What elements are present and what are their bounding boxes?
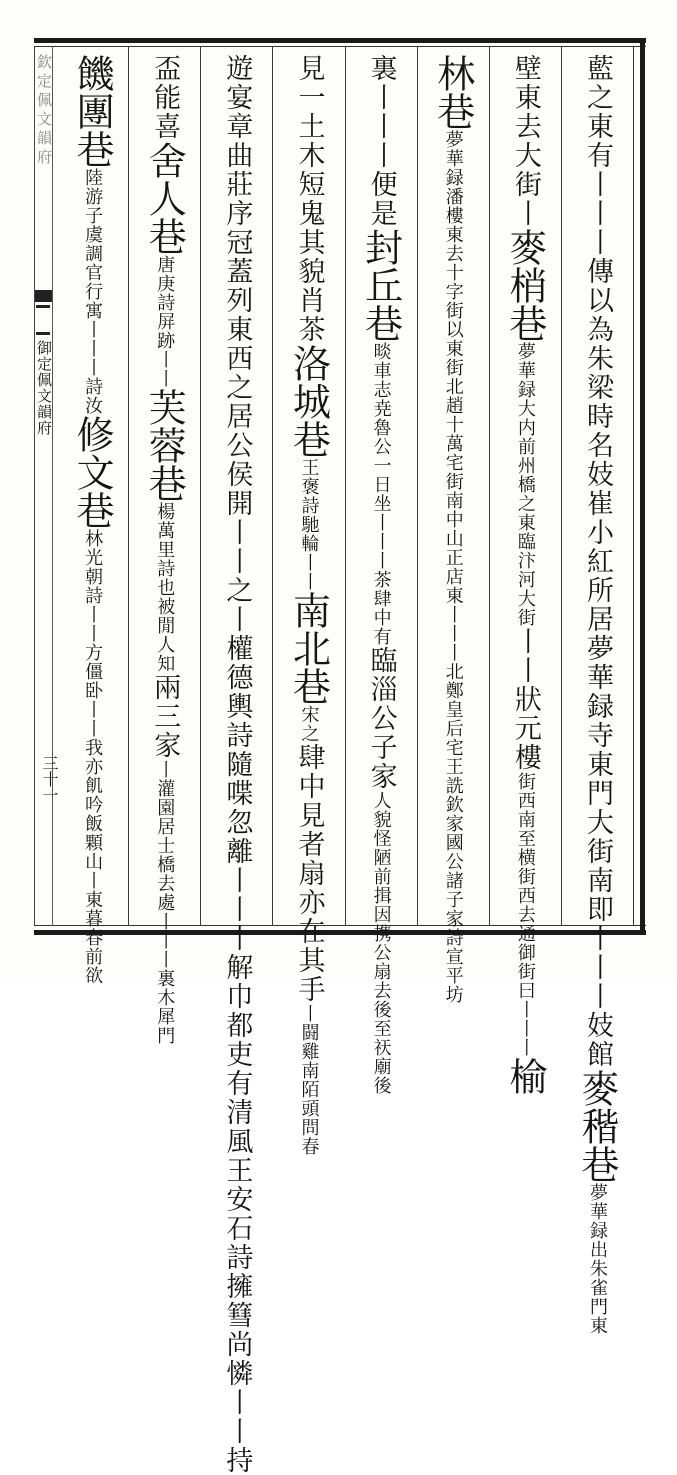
text-column [419, 54, 487, 1004]
text-column [347, 54, 415, 1095]
column-divider [128, 46, 129, 926]
text-column [202, 54, 270, 1475]
annotation-text: 丨灌園居士橋 [154, 760, 176, 874]
text-column [58, 54, 126, 985]
annotation-text: 去處丨丨丨裏木犀門 [154, 874, 176, 1045]
annotation-text: 晱車志尭魯公一日坐丨丨丨茶肆中有 [370, 342, 392, 646]
fold-fishtail-icon [36, 305, 50, 335]
annotation-text: 方僵卧丨丨我亦飢吟飯顆山 [82, 643, 104, 871]
headword: 麥梢巷 [502, 228, 547, 342]
column-divider [200, 46, 201, 926]
headword: 榆 [502, 1057, 547, 1095]
headword: 芙蓉巷 [142, 388, 187, 502]
body-text: 所居夢華録寺東門大街南即丨丨丨妓館 [582, 576, 613, 1069]
body-text: 藍之東有丨丨丨傳以為朱梁時名妓崔小紅 [582, 54, 613, 576]
body-text: 見一土木短鬼其貌肖茶 [293, 54, 325, 344]
body-text: 盃能喜 [149, 54, 181, 141]
annotation-text: 林光朝詩丨丨 [82, 529, 104, 643]
headword: 舍人巷 [142, 141, 187, 255]
text-column [563, 54, 631, 1335]
annotation-text: 陸游子虞調官行寓丨丨丨詩汝 [82, 168, 104, 415]
annotation-text: 街西南至横街西去通御街曰丨丨丨 [514, 772, 536, 1057]
column-divider [345, 46, 346, 926]
headword: 南北巷 [286, 591, 331, 705]
column-divider [417, 46, 418, 926]
body-text: 兩三家 [149, 673, 181, 760]
text-column [274, 54, 342, 1156]
column-divider [561, 46, 562, 926]
headword: 封丘巷 [358, 228, 403, 342]
bottom-border [34, 930, 646, 935]
body-text: 喋忽離丨丨丨解巾都吏有清風王安石詩擁篲尚憐丨丨持 [221, 779, 253, 1475]
headword: 林巷 [430, 54, 475, 130]
annotation-text: 宋之 [298, 705, 320, 743]
annotation-text: 店東丨丨丨北鄭皇后宅王詵欽家國公諸子家詩宣平坊 [442, 567, 464, 1004]
body-text: 壁東去大街丨 [509, 54, 541, 228]
body-text: 遊宴章曲莊序冠蓋列東西之居公侯開丨丨之丨權德輿詩隨 [221, 54, 253, 779]
annotation-text: 丨東暮春前欲 [82, 871, 104, 985]
headword: 修文巷 [70, 415, 115, 529]
bottom-border-inner [34, 925, 646, 926]
fold-title: 欽定佩文韻府 [35, 54, 53, 168]
right-border-inner [633, 46, 634, 926]
headword: 洛城巷 [286, 344, 331, 458]
column-divider [489, 46, 490, 926]
body-text: 臨淄公子家 [365, 646, 397, 791]
top-border [34, 38, 646, 43]
annotation-text: 丨闘雞南陌頭 [298, 1004, 320, 1118]
right-border [640, 38, 645, 935]
annotation-text: 人貌怪陋前揖因携公扇去後至祆廟後 [370, 791, 392, 1095]
body-text: 肆中見者扇亦在其手 [293, 743, 325, 1004]
headword: 饑團巷 [70, 54, 115, 168]
fold-black-mouth [35, 290, 52, 302]
headword: 麥稭巷 [575, 1069, 619, 1183]
annotation-text: 夢華録大内前州橋之東臨汴河大街 [514, 342, 536, 627]
body-text: 裏丨丨丨便是 [365, 54, 397, 228]
annotation-text: 王褒詩馳輪丨丨 [298, 458, 320, 591]
fold-book-title: 御定佩文韻府 [35, 340, 53, 436]
annotation-text: 夢華録潘樓東去十字街以東街北趙十萬宅街南中山正 [442, 130, 464, 567]
annotation-text: 夢華録出朱雀門東 [587, 1183, 608, 1335]
top-border-inner [34, 46, 646, 47]
body-text: 丨丨狀元樓 [509, 627, 541, 772]
text-column [491, 54, 559, 1095]
text-column [130, 54, 198, 1045]
leaf-number: 三十一 [40, 755, 59, 803]
annotation-text: 問春 [298, 1118, 320, 1156]
annotation-text: 唐庚詩屏跡丨丨 [154, 255, 176, 388]
column-divider [272, 46, 273, 926]
annotation-text: 楊萬里詩也被閒人知 [154, 502, 176, 673]
